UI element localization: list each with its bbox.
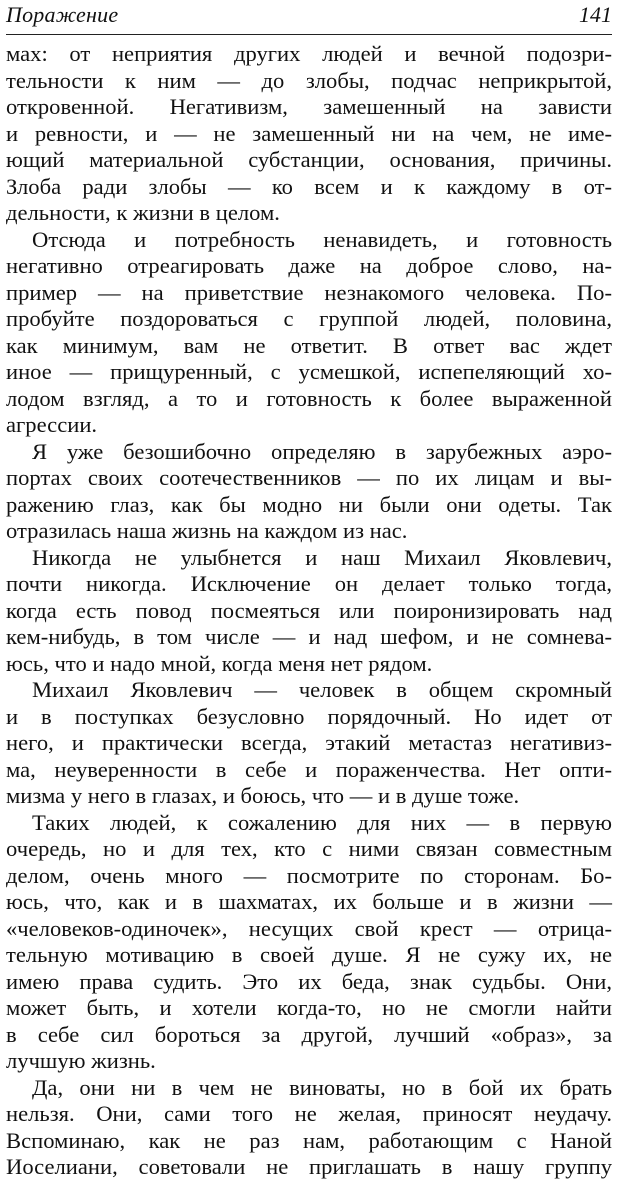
- text-line: почти никогда. Исключение он делает только тогда,: [6, 571, 612, 596]
- text-line: Злоба ради злобы — ко всем и к каждому в от-: [6, 173, 612, 199]
- paragraph: [6, 545, 612, 678]
- text-line: в себе сил бороться за другой, лучший «образ», за: [6, 1021, 612, 1047]
- text-line: «человеков-одиночек», несущих свой крест — отрица-: [6, 915, 612, 941]
- text-line: него, и практически всегда, этакий метастаз негативиз-: [6, 730, 612, 755]
- text-line: негативно отреагировать даже на доброе слово, на-: [6, 253, 612, 278]
- text-line: ражению глаз, как бы модно ни были они одеты. Так: [6, 491, 612, 517]
- text-line: как минимум, вам не ответит. В ответ вас ждет: [6, 332, 612, 358]
- text-line: откровенной. Негативизм, замешенный на зависти: [6, 94, 612, 119]
- text-line: кем-нибудь, в том числе — и над шефом, и не сомнева-: [6, 624, 612, 649]
- text-line: Я уже безошибочно определяю в зарубежных аэро-: [32, 438, 612, 464]
- text-line: портах своих соотечественников — по их лицам и вы-: [6, 465, 612, 490]
- text-line: ма, неуверенности в себе и пораженчества. Нет опти-: [6, 756, 612, 782]
- text-line: пример — на приветствие незнакомого человека. По-: [6, 279, 612, 305]
- text-line: делом, очень много — посмотрите по сторонам. Бо-: [6, 862, 612, 888]
- text-line: Да, они ни в чем не виноваты, но в бой их брать: [32, 1074, 612, 1100]
- paragraph: [6, 1075, 612, 1181]
- text-line: юсь, что и надо мной, когда меня нет рядом.: [6, 650, 433, 676]
- text-line: Иоселиани, советовали не приглашать в нашу группу: [6, 1154, 612, 1179]
- text-line: Никогда не улыбнется и наш Михаил Яковлевич,: [32, 544, 612, 570]
- text-line: юсь, что, как и в шахматах, их больше и в жизни —: [6, 889, 612, 914]
- text-line: мизма у него в глазах, и боюсь, что — и в душе тоже.: [6, 783, 520, 808]
- text-line: может быть, и хотели когда-то, но не смогли найти: [6, 995, 612, 1020]
- text-line: очередь, но и для тех, кто с ними связан совместным: [6, 836, 612, 861]
- text-line: нельзя. Они, сами того не желая, приносят неудачу.: [6, 1101, 612, 1126]
- text-line: и ревности, и — не замешенный ни на чем, не име-: [6, 120, 612, 146]
- text-line: Отсюда и потребность ненавидеть, и готовность: [32, 226, 612, 252]
- text-line: и в поступках безусловно порядочный. Но идет от: [6, 703, 612, 729]
- paragraph: [6, 227, 612, 439]
- text-line: дельности, к жизни в целом.: [6, 200, 280, 225]
- book-page: [6, 0, 612, 1179]
- body-text: [6, 41, 612, 1181]
- paragraph: [6, 439, 612, 545]
- text-line: пробуйте поздороваться с группой людей, половина,: [6, 306, 612, 331]
- paragraph: [6, 41, 612, 227]
- text-line: мах: от неприятия других людей и вечной подозри-: [6, 41, 612, 66]
- text-line: когда есть повод посмеяться или поиронизировать над: [6, 597, 612, 623]
- text-line: лучшую жизнь.: [6, 1048, 156, 1073]
- running-header: [6, 0, 612, 35]
- page-number: 141: [579, 2, 612, 27]
- chapter-title: Поражение: [6, 2, 119, 27]
- text-line: агрессии.: [6, 412, 98, 437]
- paragraph: [6, 677, 612, 810]
- text-line: Таких людей, к сожалению для них — в первую: [32, 809, 612, 835]
- text-line: иное — прищуренный, с усмешкой, испепеляющий хо-: [6, 359, 612, 384]
- text-line: лодом взгляд, а то и готовность к более выраженной: [6, 385, 612, 411]
- text-line: отразилась наша жизнь на каждом из нас.: [6, 518, 408, 543]
- text-line: имею права судить. Это их беда, знак судьбы. Они,: [6, 968, 612, 994]
- text-line: Вспоминаю, как не раз нам, работающим с Наной: [6, 1127, 612, 1153]
- paragraph: [6, 810, 612, 1075]
- text-line: Михаил Яковлевич — человек в общем скромный: [32, 677, 612, 702]
- text-line: тельную мотивацию в своей душе. Я не сужу их, не: [6, 942, 612, 967]
- text-line: ющий материальной субстанции, основания, причины.: [6, 147, 612, 172]
- text-line: тельности к ним — до злобы, подчас неприкрытой,: [6, 67, 612, 93]
